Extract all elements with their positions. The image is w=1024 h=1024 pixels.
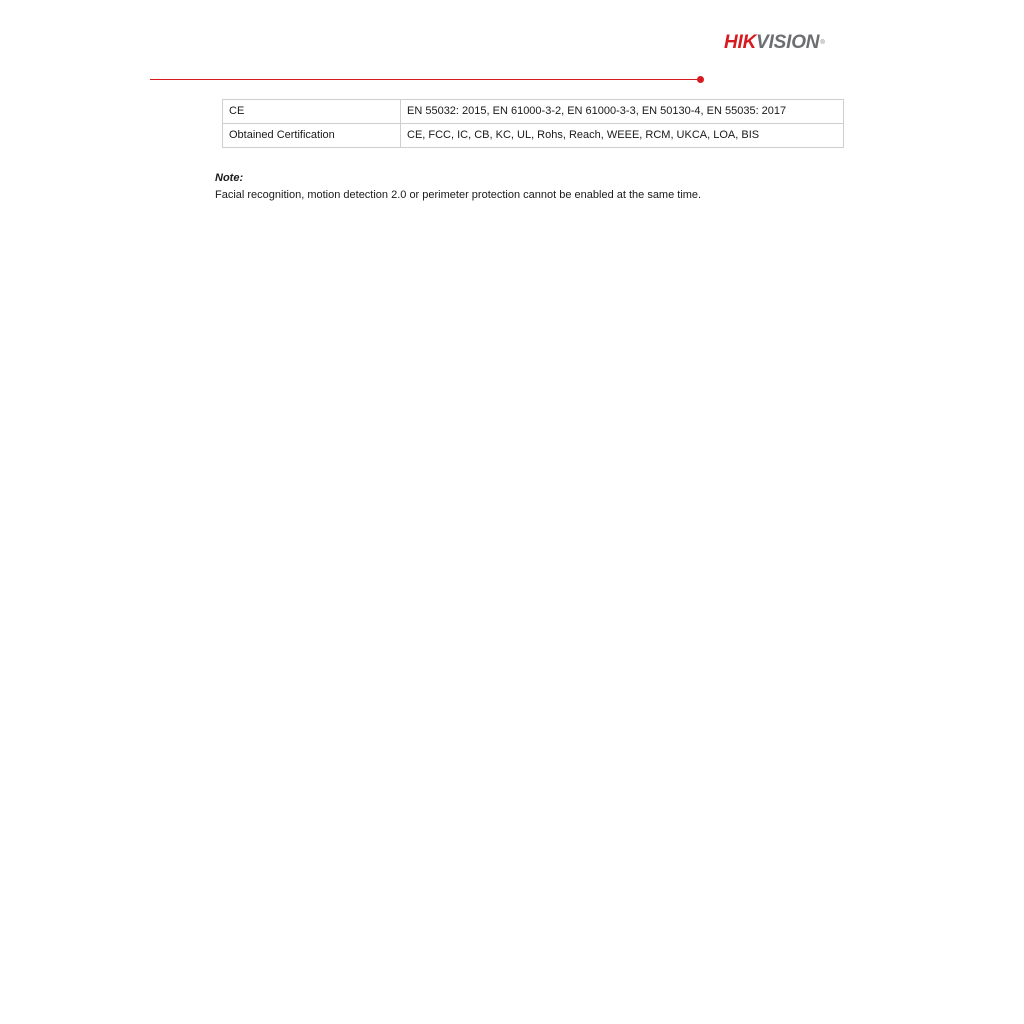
note-title: Note: [215,172,244,184]
note-text: Facial recognition, motion detection 2.0 or perimeter protection cannot be enabled at the same time. [215,189,702,201]
header-divider-line [150,79,697,80]
logo-vision-text: VISION [756,32,820,53]
hikvision-logo [724,32,825,54]
spec-value-cell: EN 55032: 2015, EN 61000-3-2, EN 61000-3-3, EN 50130-4, EN 55035: 2017 [401,100,844,124]
note-block [215,170,855,204]
logo-registered-mark: ® [820,40,825,46]
spec-label-cell: CE [223,100,401,124]
header-divider-dot [697,76,704,83]
spec-value-cell: CE, FCC, IC, CB, KC, UL, Rohs, Reach, WEEE, RCM, UKCA, LOA, BIS [401,124,844,148]
logo-hik-text: HIK [724,32,757,53]
table-row [223,124,844,148]
specification-table [222,99,844,148]
spec-label-cell: Obtained Certification [223,124,401,148]
table-row [223,100,844,124]
